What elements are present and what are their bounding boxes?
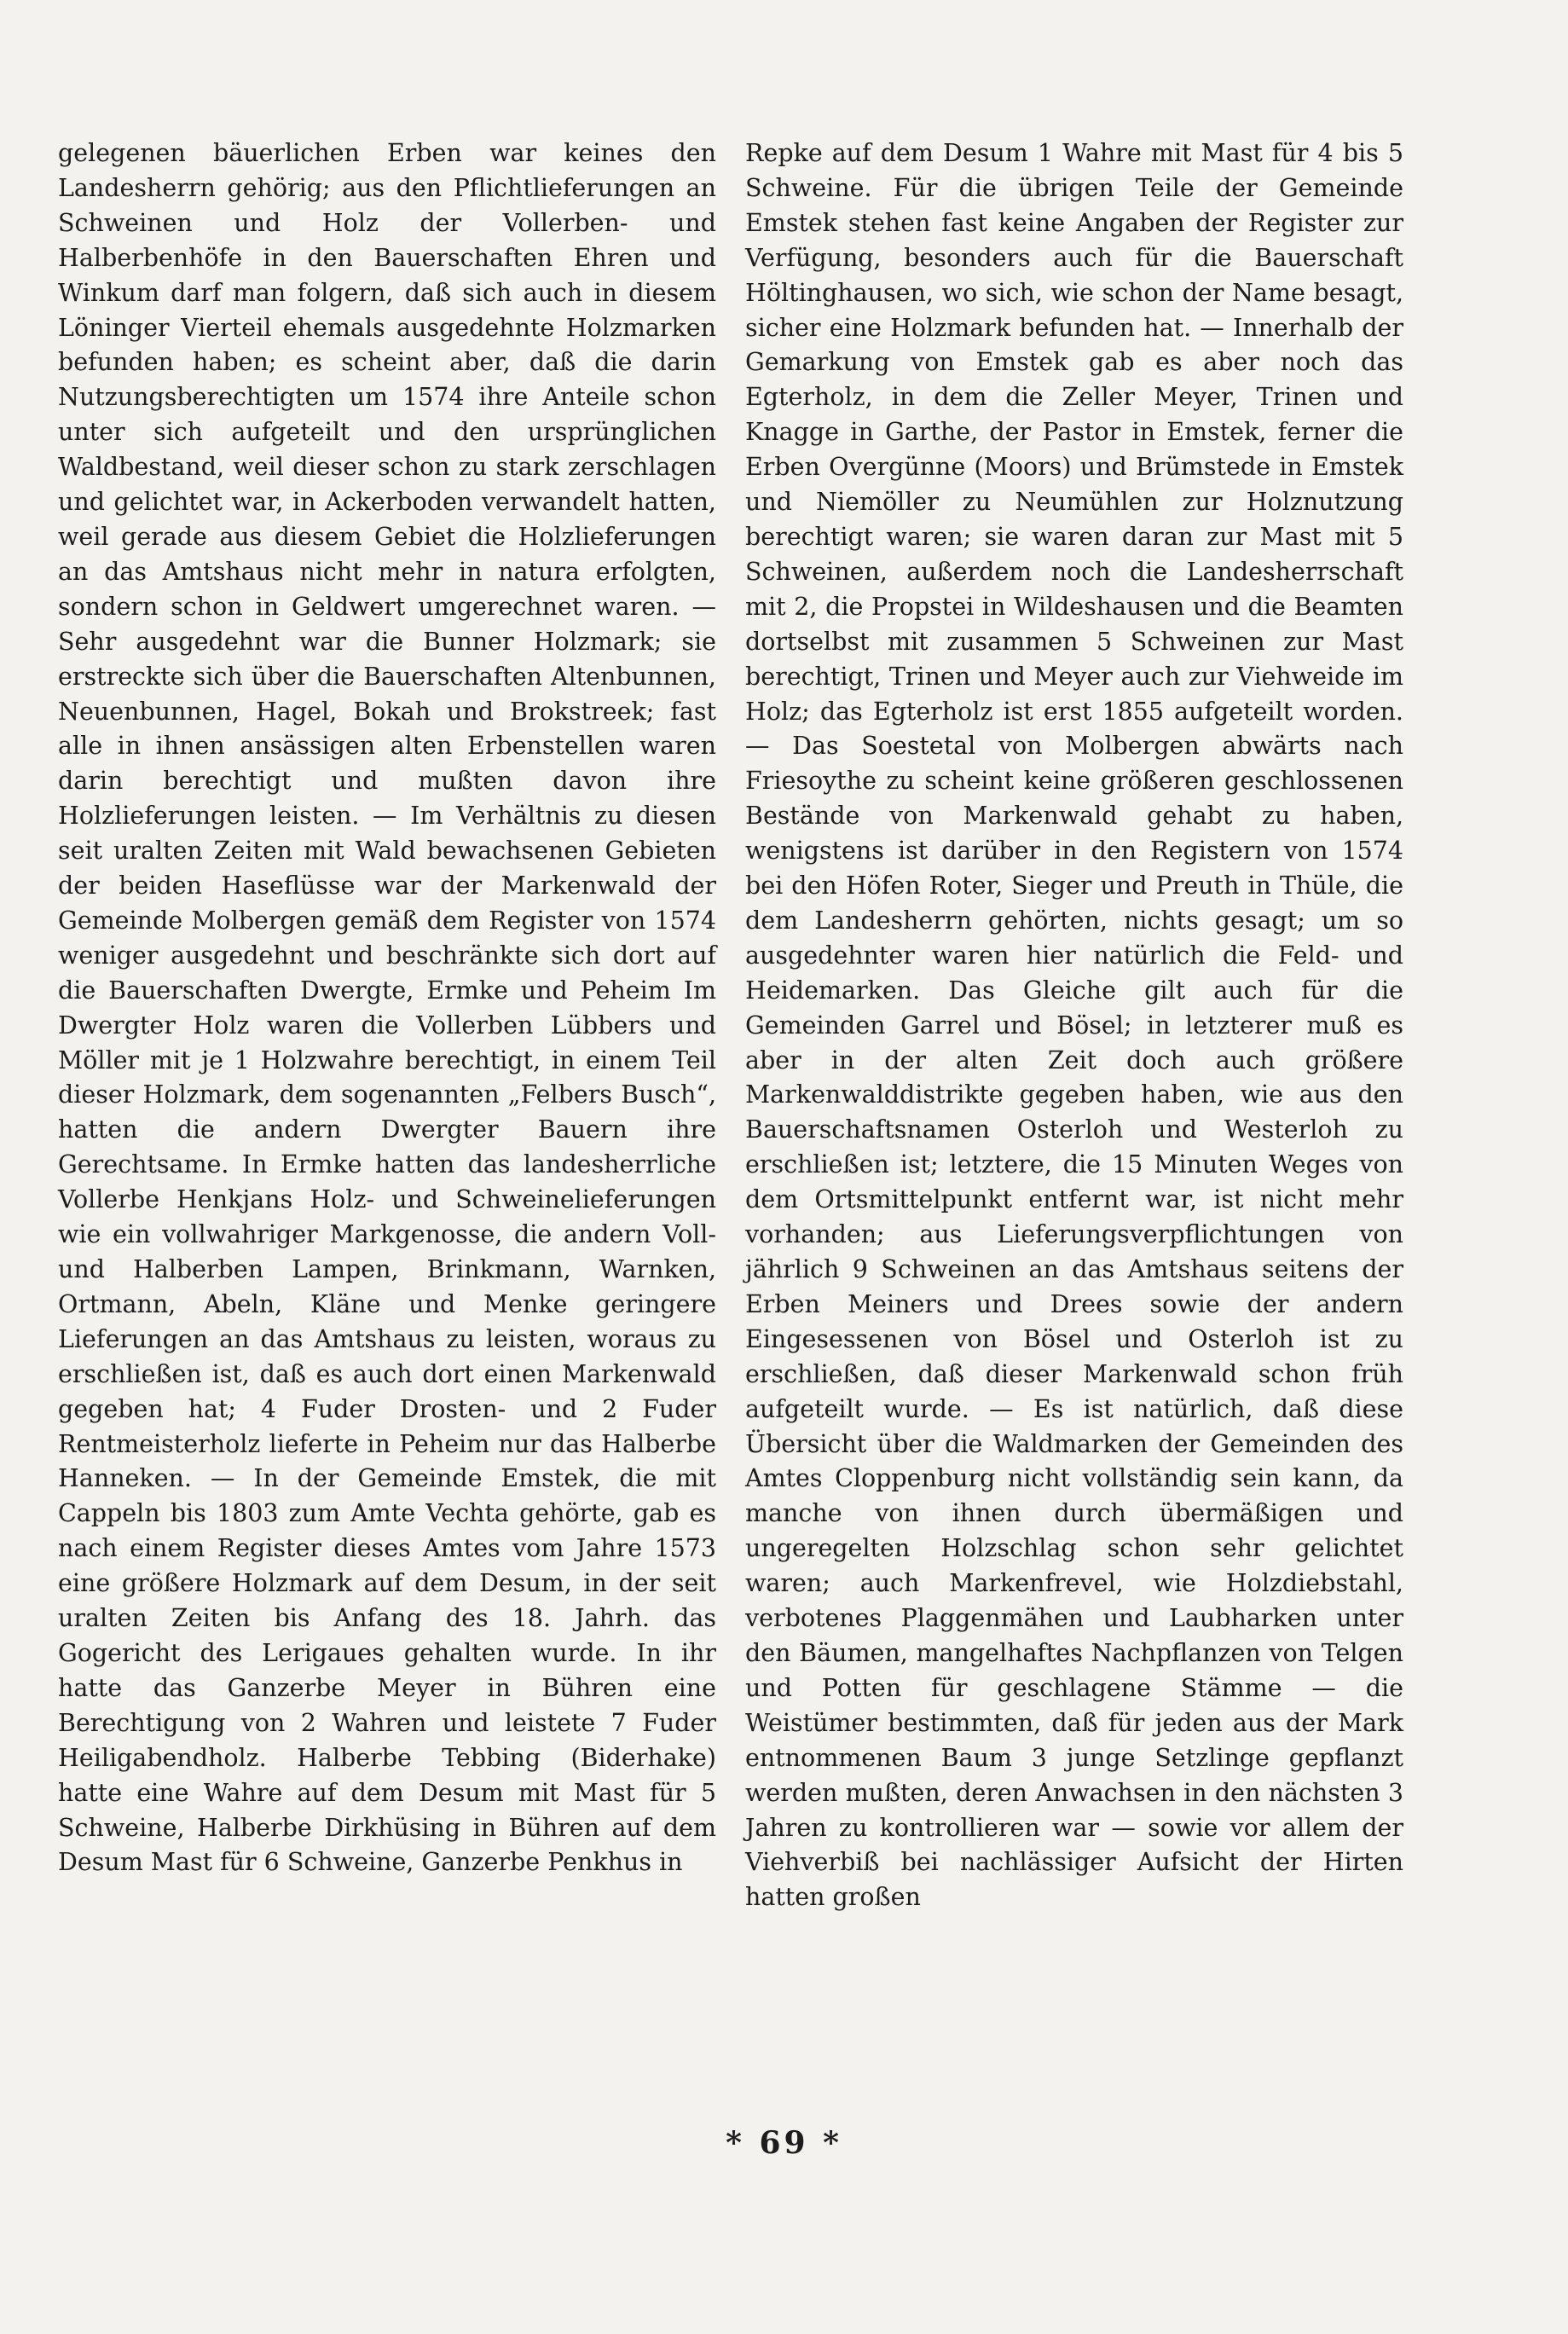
page-number: * 69 * bbox=[726, 2125, 842, 2161]
left-column bbox=[58, 136, 716, 1880]
text-columns bbox=[58, 136, 1512, 2149]
right-column bbox=[745, 136, 1403, 1915]
left-column-text: gelegenen bäuerlichen Erben war keines den Landesherrn gehörig; aus den Pflichtlieferungen an Schweinen und Holz der Vollerben- und Halberbenhöfe in den Bauerschaften Ehren und Winkum darf man folgern, daß sich auch in diesem Löninger Vierteil ehemals ausgedehnte Holzmarken befunden haben; es scheint aber, daß die darin Nutzungsberechtigten um 1574 ihre Anteile schon unter sich aufgeteilt und den ursprünglichen Waldbestand, weil dieser schon zu stark zerschlagen und gelichtet war, in Ackerboden verwandelt hatten, weil gerade aus diesem Gebiet die Holzlieferungen an das Amtshaus nicht mehr in natura erfolgten, sondern schon in Geldwert umgerechnet waren. — Sehr ausgedehnt war die Bunner Holzmark; sie erstreckte sich über die Bauerschaften Altenbunnen, Neuenbunnen, Hagel, Bokah und Brokstreek; fast alle in ihnen ansässigen alten Erbenstellen waren darin berechtigt und mußten davon ihre Holzlieferungen leisten. — Im Verhältnis zu diesen seit uralten Zeiten mit Wald bewachsenen Gebieten der beiden Haseflüsse war der Markenwald der Gemeinde Molbergen gemäß dem Register von 1574 weniger ausgedehnt und beschränkte sich dort auf die Bauerschaften Dwergte, Ermke und Peheim Im Dwergter Holz waren die Vollerben Lübbers und Möller mit je 1 Holzwahre berechtigt, in einem Teil dieser Holzmark, dem sogenannten „Felbers Busch“, hatten die andern Dwergter Bauern ihre Gerechtsame. In Ermke hatten das landesherrliche Vollerbe Henkjans Holz- und Schweinelieferungen wie ein vollwahriger Markgenosse, die andern Voll- und Halberben Lampen, Brinkmann, Warnken, Ortmann, Abeln, Kläne und Menke geringere Lieferungen an das Amtshaus zu leisten, woraus zu erschließen ist, daß es auch dort einen Markenwald gegeben hat; 4 Fuder Drosten- und 2 Fuder Rentmeisterholz lieferte in Peheim nur das Halberbe Hanneken. — In der Gemeinde Emstek, die mit Cappeln bis 1803 zum Amte Vechta gehörte, gab es nach einem Register dieses Amtes vom Jahre 1573 eine größere Holzmark auf dem Desum, in der seit uralten Zeiten bis Anfang des 18. Jahrh. das Gogericht des Lerigaues gehalten wurde. In ihr hatte das Ganzerbe Meyer in Bühren eine Berechtigung von 2 Wahren und leistete 7 Fuder Heiligabendholz. Halberbe Tebbing (Biderhake) hatte eine Wahre auf dem Desum mit Mast für 5 Schweine, Halberbe Dirkhüsing in Bühren auf dem Desum Mast für 6 Schweine, Ganzerbe Penkhus in bbox=[58, 139, 716, 1877]
right-column-text: Repke auf dem Desum 1 Wahre mit Mast für 4 bis 5 Schweine. Für die übrigen Teile der Gemeinde Emstek stehen fast keine Angaben der Register zur Verfügung, besonders auch für die Bauerschaft Höltinghausen, wo sich, wie schon der Name besagt, sicher eine Holzmark befunden hat. — Innerhalb der Gemarkung von Emstek gab es aber noch das Egterholz, in dem die Zeller Meyer, Trinen und Knagge in Garthe, der Pastor in Emstek, ferner die Erben Overgünne (Moors) und Brümstede in Emstek und Niemöller zu Neumühlen zur Holznutzung berechtigt waren; sie waren daran zur Mast mit 5 Schweinen, außerdem noch die Landesherrschaft mit 2, die Propstei in Wildeshausen und die Beamten dortselbst mit zusammen 5 Schweinen zur Mast berechtigt, Trinen und Meyer auch zur Viehweide im Holz; das Egterholz ist erst 1855 aufgeteilt worden. — Das Soestetal von Molbergen abwärts nach Friesoythe zu scheint keine größeren geschlossenen Bestände von Markenwald gehabt zu haben, wenigstens ist darüber in den Registern von 1574 bei den Höfen Roter, Sieger und Preuth in Thüle, die dem Landesherrn gehörten, nichts gesagt; um so ausgedehnter waren hier natürlich die Feld- und Heidemarken. Das Gleiche gilt auch für die Gemeinden Garrel und Bösel; in letzterer muß es aber in der alten Zeit doch auch größere Markenwalddistrikte gegeben haben, wie aus den Bauerschaftsnamen Osterloh und Westerloh zu erschließen ist; letztere, die 15 Minuten Weges von dem Ortsmittelpunkt entfernt war, ist nicht mehr vorhanden; aus Lieferungsverpflichtungen von jährlich 9 Schweinen an das Amtshaus seitens der Erben Meiners und Drees sowie der andern Eingesessenen von Bösel und Osterloh ist zu erschließen, daß dieser Markenwald schon früh aufgeteilt wurde. — Es ist natürlich, daß diese Übersicht über die Waldmarken der Gemeinden des Amtes Cloppenburg nicht vollständig sein kann, da manche von ihnen durch übermäßigen und ungeregelten Holzschlag schon sehr gelichtet waren; auch Markenfrevel, wie Holzdiebstahl, verbotenes Plaggenmähen und Laubharken unter den Bäumen, mangelhaftes Nachpflanzen von Telgen und Potten für geschlagene Stämme — die Weistümer bestimmten, daß für jeden aus der Mark entnommenen Baum 3 junge Setzlinge gepflanzt werden mußten, deren Anwachsen in den nächsten 3 Jahren zu kontrollieren war — sowie vor allem der Viehverbiß bei nachlässiger Aufsicht der Hirten hatten großen bbox=[745, 139, 1403, 1912]
